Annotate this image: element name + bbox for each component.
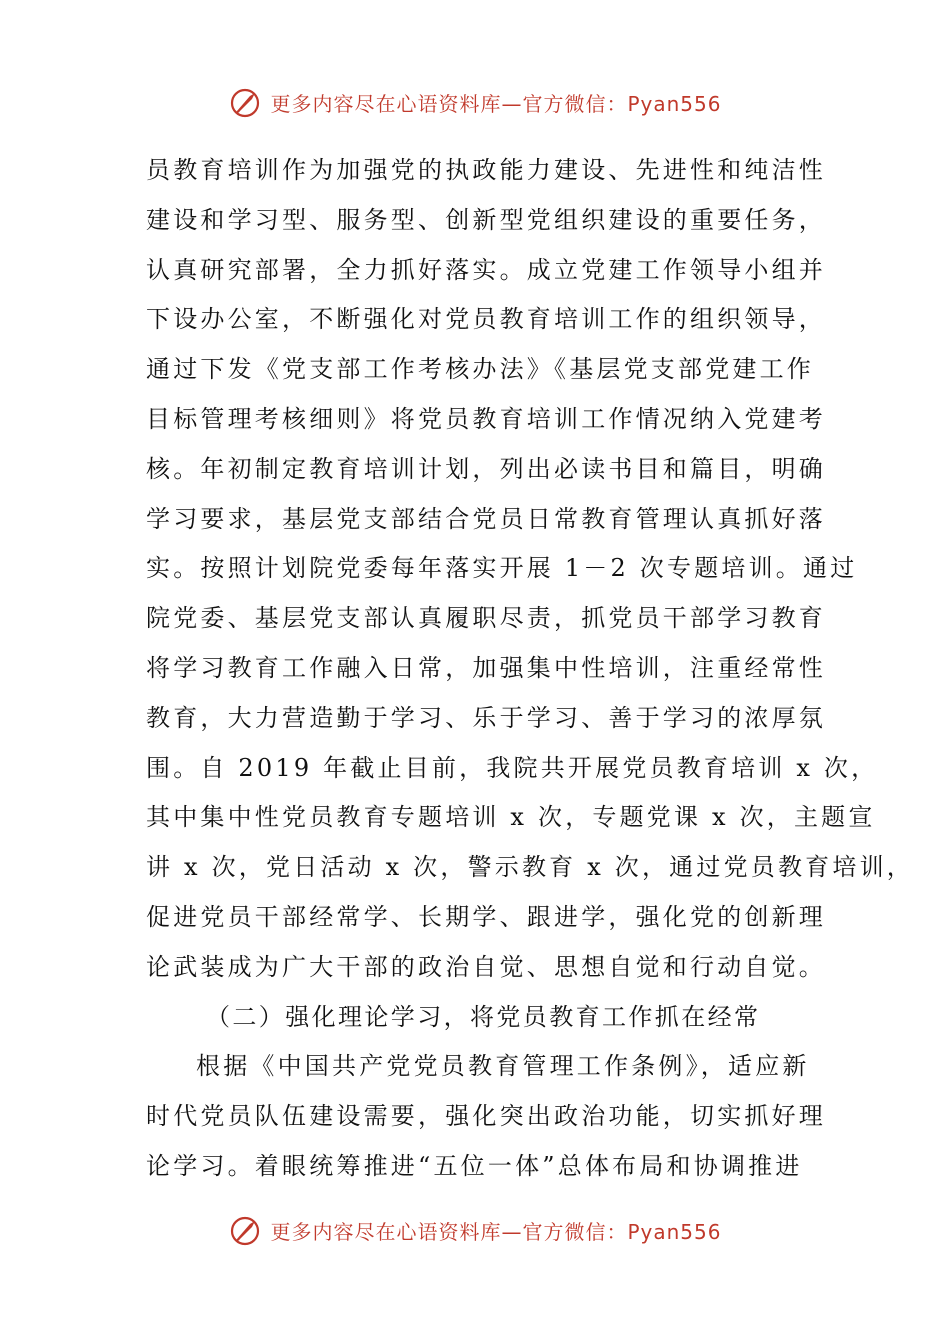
body-line-9: 实。按照计划院党委每年落实开展 1－2 次专题培训。通过 bbox=[146, 554, 858, 583]
pen-nib-logo-icon bbox=[228, 84, 264, 120]
footer-watermark-text: 更多内容尽在心语资料库—官方微信：Pyan556 bbox=[270, 1219, 722, 1244]
body-line-2: 建设和学习型、服务型、创新型党组织建设的重要任务， bbox=[146, 205, 826, 234]
body-line-4: 下设办公室，不断强化对党员教育培训工作的组织领导， bbox=[146, 305, 826, 334]
body-line-5: 通过下发《党支部工作考核办法》《基层党支部党建工作 bbox=[146, 355, 814, 384]
body-line-17: 论武装成为广大干部的政治自觉、思想自觉和行动自觉。 bbox=[146, 952, 826, 981]
body-line-7: 核。年初制定教育培训计划，列出必读书目和篇目，明确 bbox=[146, 454, 826, 483]
body-line-15: 讲 x 次，党日活动 x 次，警示教育 x 次，通过党员教育培训， bbox=[146, 853, 914, 882]
section-heading: （二）强化理论学习，将党员教育工作抓在经常 bbox=[206, 1002, 761, 1031]
pen-nib-logo-icon bbox=[228, 1212, 264, 1248]
header-watermark-text: 更多内容尽在心语资料库—官方微信：Pyan556 bbox=[270, 91, 722, 116]
footer-watermark-banner bbox=[0, 1210, 950, 1250]
para2-line-1: 根据《中国共产党党员教育管理工作条例》，适应新 bbox=[196, 1052, 810, 1081]
body-line-16: 促进党员干部经常学、长期学、跟进学，强化党的创新理 bbox=[146, 902, 826, 931]
body-line-3: 认真研究部署，全力抓好落实。成立党建工作领导小组并 bbox=[146, 255, 826, 284]
para2-line-3: 论学习。着眼统筹推进“五位一体”总体布局和协调推进 bbox=[146, 1151, 803, 1180]
body-line-14: 其中集中性党员教育专题培训 x 次，专题党课 x 次，主题宣 bbox=[146, 803, 876, 832]
para2-line-2: 时代党员队伍建设需要，强化突出政治功能，切实抓好理 bbox=[146, 1102, 826, 1131]
body-line-11: 将学习教育工作融入日常，加强集中性培训，注重经常性 bbox=[146, 653, 826, 682]
header-watermark-banner bbox=[0, 82, 950, 122]
body-line-10: 院党委、基层党支部认真履职尽责，抓党员干部学习教育 bbox=[146, 604, 826, 633]
body-line-1: 员教育培训作为加强党的执政能力建设、先进性和纯洁性 bbox=[146, 156, 826, 184]
body-line-12: 教育，大力营造勤于学习、乐于学习、善于学习的浓厚氛 bbox=[146, 703, 826, 732]
body-line-13: 围。自 2019 年截止目前，我院共开展党员教育培训 x 次， bbox=[146, 753, 879, 782]
document-body bbox=[146, 146, 914, 1192]
body-line-8: 学习要求，基层党支部结合党员日常教育管理认真抓好落 bbox=[146, 504, 826, 533]
body-line-6: 目标管理考核细则》将党员教育培训工作情况纳入党建考 bbox=[146, 404, 826, 433]
